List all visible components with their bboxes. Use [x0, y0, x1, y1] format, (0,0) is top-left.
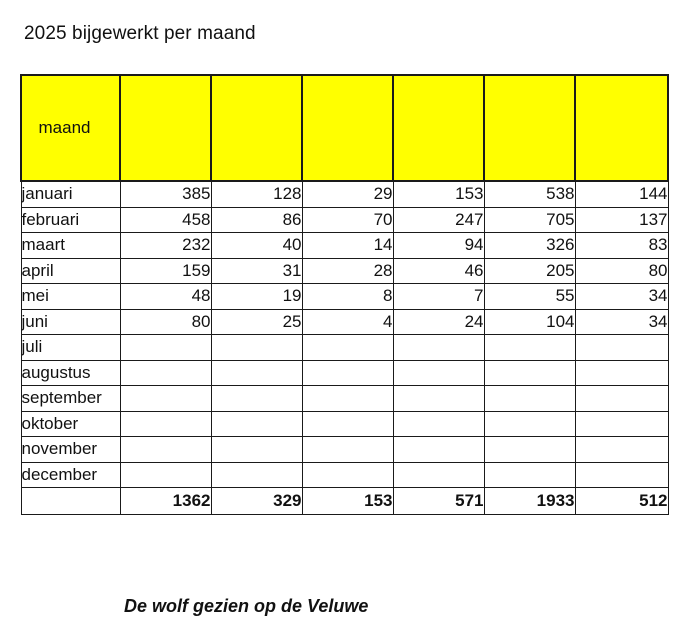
value-cell: [302, 411, 393, 437]
header-column-1: [120, 75, 211, 181]
value-cell: [484, 360, 575, 386]
month-label: augustus: [21, 360, 120, 386]
value-cell: 94: [393, 233, 484, 259]
page-title: 2025 bijgewerkt per maand: [24, 23, 256, 44]
month-label: december: [21, 462, 120, 488]
value-cell: 34: [575, 309, 668, 335]
value-cell: [302, 386, 393, 412]
value-cell: 705: [484, 207, 575, 233]
value-cell: [575, 462, 668, 488]
value-cell: 48: [120, 284, 211, 310]
table-row: [21, 335, 668, 361]
value-cell: [302, 437, 393, 463]
total-cell: 329: [211, 488, 302, 515]
month-label: april: [21, 258, 120, 284]
total-cell: 512: [575, 488, 668, 515]
month-label: mei: [21, 284, 120, 310]
value-cell: 4: [302, 309, 393, 335]
value-cell: 86: [211, 207, 302, 233]
value-cell: 128: [211, 181, 302, 207]
month-label: maart: [21, 233, 120, 259]
header-column-6: [575, 75, 668, 181]
value-cell: 247: [393, 207, 484, 233]
month-label: juli: [21, 335, 120, 361]
table-row: [21, 360, 668, 386]
header-row: [21, 75, 668, 181]
value-cell: [211, 437, 302, 463]
value-cell: 55: [484, 284, 575, 310]
value-cell: 7: [393, 284, 484, 310]
value-cell: [484, 462, 575, 488]
value-cell: [302, 360, 393, 386]
value-cell: [211, 386, 302, 412]
table-row: [21, 258, 668, 284]
value-cell: [393, 335, 484, 361]
value-cell: [211, 360, 302, 386]
value-cell: 25: [211, 309, 302, 335]
value-cell: [120, 411, 211, 437]
value-cell: 104: [484, 309, 575, 335]
value-cell: [393, 411, 484, 437]
month-label: juni: [21, 309, 120, 335]
table-row: [21, 309, 668, 335]
totals-row: [21, 488, 668, 515]
totals-label: [21, 488, 120, 515]
table-row: [21, 181, 668, 207]
value-cell: 80: [575, 258, 668, 284]
value-cell: 538: [484, 181, 575, 207]
value-cell: [484, 335, 575, 361]
value-cell: 70: [302, 207, 393, 233]
total-cell: 153: [302, 488, 393, 515]
table-row: [21, 437, 668, 463]
total-cell: 1933: [484, 488, 575, 515]
value-cell: 153: [393, 181, 484, 207]
value-cell: 29: [302, 181, 393, 207]
header-month: maand: [21, 75, 120, 181]
monthly-table: [20, 74, 669, 515]
month-label: februari: [21, 207, 120, 233]
value-cell: [484, 411, 575, 437]
value-cell: 159: [120, 258, 211, 284]
value-cell: [211, 462, 302, 488]
value-cell: [575, 437, 668, 463]
value-cell: [393, 462, 484, 488]
value-cell: 14: [302, 233, 393, 259]
header-column-3: [302, 75, 393, 181]
value-cell: 83: [575, 233, 668, 259]
table-row: [21, 284, 668, 310]
value-cell: [120, 386, 211, 412]
value-cell: 80: [120, 309, 211, 335]
value-cell: 8: [302, 284, 393, 310]
value-cell: 34: [575, 284, 668, 310]
value-cell: [211, 335, 302, 361]
value-cell: [393, 437, 484, 463]
header-column-4: [393, 75, 484, 181]
value-cell: 24: [393, 309, 484, 335]
table-row: [21, 207, 668, 233]
value-cell: [393, 360, 484, 386]
value-cell: [575, 360, 668, 386]
value-cell: [120, 335, 211, 361]
header-column-2: [211, 75, 302, 181]
month-label: januari: [21, 181, 120, 207]
value-cell: [120, 360, 211, 386]
value-cell: 458: [120, 207, 211, 233]
month-label: november: [21, 437, 120, 463]
value-cell: 28: [302, 258, 393, 284]
value-cell: [120, 437, 211, 463]
table-row: [21, 233, 668, 259]
value-cell: 19: [211, 284, 302, 310]
value-cell: 205: [484, 258, 575, 284]
table-row: [21, 386, 668, 412]
value-cell: 144: [575, 181, 668, 207]
value-cell: [575, 335, 668, 361]
header-column-5: [484, 75, 575, 181]
value-cell: [575, 411, 668, 437]
value-cell: [211, 411, 302, 437]
month-label: september: [21, 386, 120, 412]
value-cell: 137: [575, 207, 668, 233]
value-cell: [393, 386, 484, 412]
month-label: oktober: [21, 411, 120, 437]
value-cell: [302, 462, 393, 488]
value-cell: [484, 386, 575, 412]
value-cell: 40: [211, 233, 302, 259]
value-cell: 326: [484, 233, 575, 259]
value-cell: 232: [120, 233, 211, 259]
value-cell: 31: [211, 258, 302, 284]
total-cell: 571: [393, 488, 484, 515]
table-row: [21, 411, 668, 437]
table-row: [21, 462, 668, 488]
value-cell: [302, 335, 393, 361]
value-cell: 385: [120, 181, 211, 207]
value-cell: [120, 462, 211, 488]
total-cell: 1362: [120, 488, 211, 515]
footer-caption: De wolf gezien op de Veluwe: [124, 596, 369, 616]
value-cell: [575, 386, 668, 412]
value-cell: 46: [393, 258, 484, 284]
value-cell: [484, 437, 575, 463]
